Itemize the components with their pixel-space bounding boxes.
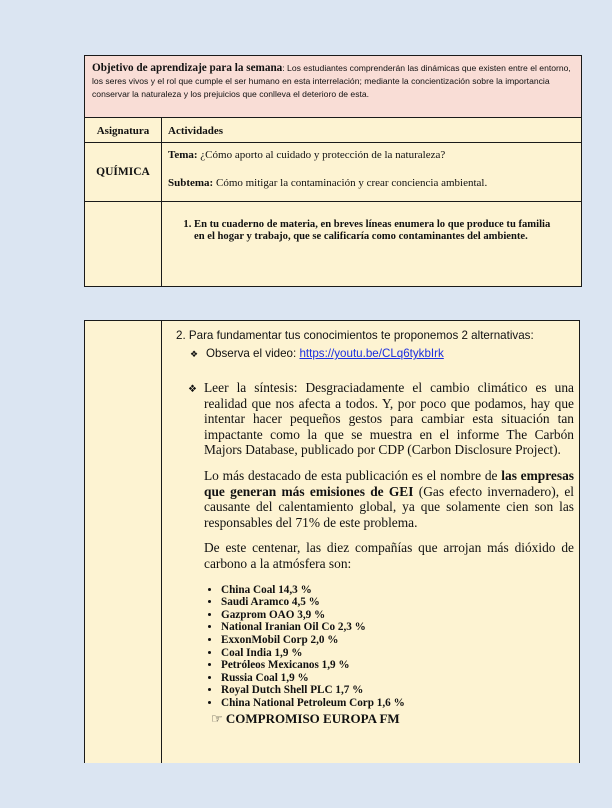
video-label: Observa el video: (206, 347, 300, 360)
list-item: • Petróleos Mexicanos 1,9 % (221, 659, 574, 672)
subtheme-label: Subtema: (168, 177, 214, 189)
list-item: • Coal India 1,9 % (221, 647, 574, 660)
header-subject: Asignatura (85, 118, 162, 142)
list-item: • China National Petroleum Corp 1,6 % (221, 697, 574, 710)
video-link[interactable]: https://youtu.be/CLq6tykbIrk (299, 347, 444, 360)
table-header-row (85, 118, 581, 143)
header-activities: Actividades (168, 125, 223, 137)
list-item: • China Coal 14,3 % (221, 584, 574, 597)
list-item: • National Iranian Oil Co 2,3 % (221, 621, 574, 634)
learning-objective (85, 56, 581, 118)
list-item: • Saudi Aramco 4,5 % (221, 596, 574, 609)
objective-label: Objetivo de aprendizaje para la semana (92, 62, 283, 74)
commitment-line (211, 711, 574, 727)
ghg-emitters-highlight: las empresas que generan más emisiones de GEI (204, 467, 574, 499)
reading-paragraph-2: Lo más destacado de esta publicación es el nombre de las empresas que generan más emisiones de GEI (Gas efecto invernadero), el causante del calentamiento global, ya que solamente cien son las responsables del 71% de este problema. (204, 467, 575, 530)
objective-text: : Los estudiantes comprenderán las dinámicas que existen entre el entorno, los seres vivos y el rol que cumple el ser humano en esta interrelación; mediante la concientización sobre la importancia conservar la naturaleza y los prejuicios que conlleva el deterioro de esta. (92, 63, 571, 99)
activity-1-row (85, 202, 581, 286)
subject-name: QUÍMICA (85, 143, 162, 201)
theme-line (168, 148, 575, 162)
theme-text: ¿Cómo aporto al cuidado y protección de la naturaleza? (197, 149, 446, 161)
activity-1-cell (162, 202, 581, 286)
activity-2-title: 2. Para fundamentar tus conocimientos te proponemos 2 alternativas: (176, 329, 534, 342)
activity-2-cell (162, 321, 579, 763)
commitment-text: COMPROMISO EUROPA FM (225, 711, 400, 727)
subtheme-line (168, 176, 575, 190)
activity-1: 1. En tu cuaderno de materia, en breves líneas enumera lo que produce tu familia en el hogar y trabajo, que se calificaría como contaminantes del ambiente. (194, 219, 561, 244)
list-item: • Royal Dutch Shell PLC 1,7 % (221, 684, 574, 697)
empty-subject-cell (85, 202, 162, 286)
empty-subject-cell-2 (85, 321, 162, 763)
activity-table-top (84, 55, 582, 287)
reading-paragraph-1: Leer la síntesis: Desgraciadamente el cambio climático es una realidad que nos afecta a todos. Y, por poco que podamos, hay que intentar hacer pequeños gestos para cambiar esta situación tan impactante como la que se muestra en el informe The Carbón Majors Database, publicado por CDP (Carbon Disclosure Project). (204, 380, 574, 458)
list-item: • Gazprom OAO 3,9 % (221, 609, 574, 622)
subtheme-text: Cómo mitigar la contaminación y crear conciencia ambiental. (213, 177, 488, 189)
reading-paragraph-3: De este centenar, las diez compañías que arrojan más dióxido de carbono a la atmósfera son: (204, 540, 574, 571)
pointing-hand-icon: ☞ (211, 711, 223, 727)
theme-row (85, 143, 581, 202)
activity-table-bottom (84, 320, 580, 763)
reading-synthesis (176, 380, 574, 572)
activity-list (176, 219, 561, 244)
diamond-bullet-icon: ❖ (188, 384, 197, 395)
list-item: • Russia Coal 1,9 % (221, 672, 574, 685)
list-item: • ExxonMobil Corp 2,0 % (221, 634, 574, 647)
theme-label: Tema: (168, 149, 198, 161)
video-line (190, 347, 574, 360)
theme-cell (162, 143, 581, 201)
company-list (204, 584, 574, 710)
diamond-bullet-icon: ❖ (190, 349, 199, 359)
